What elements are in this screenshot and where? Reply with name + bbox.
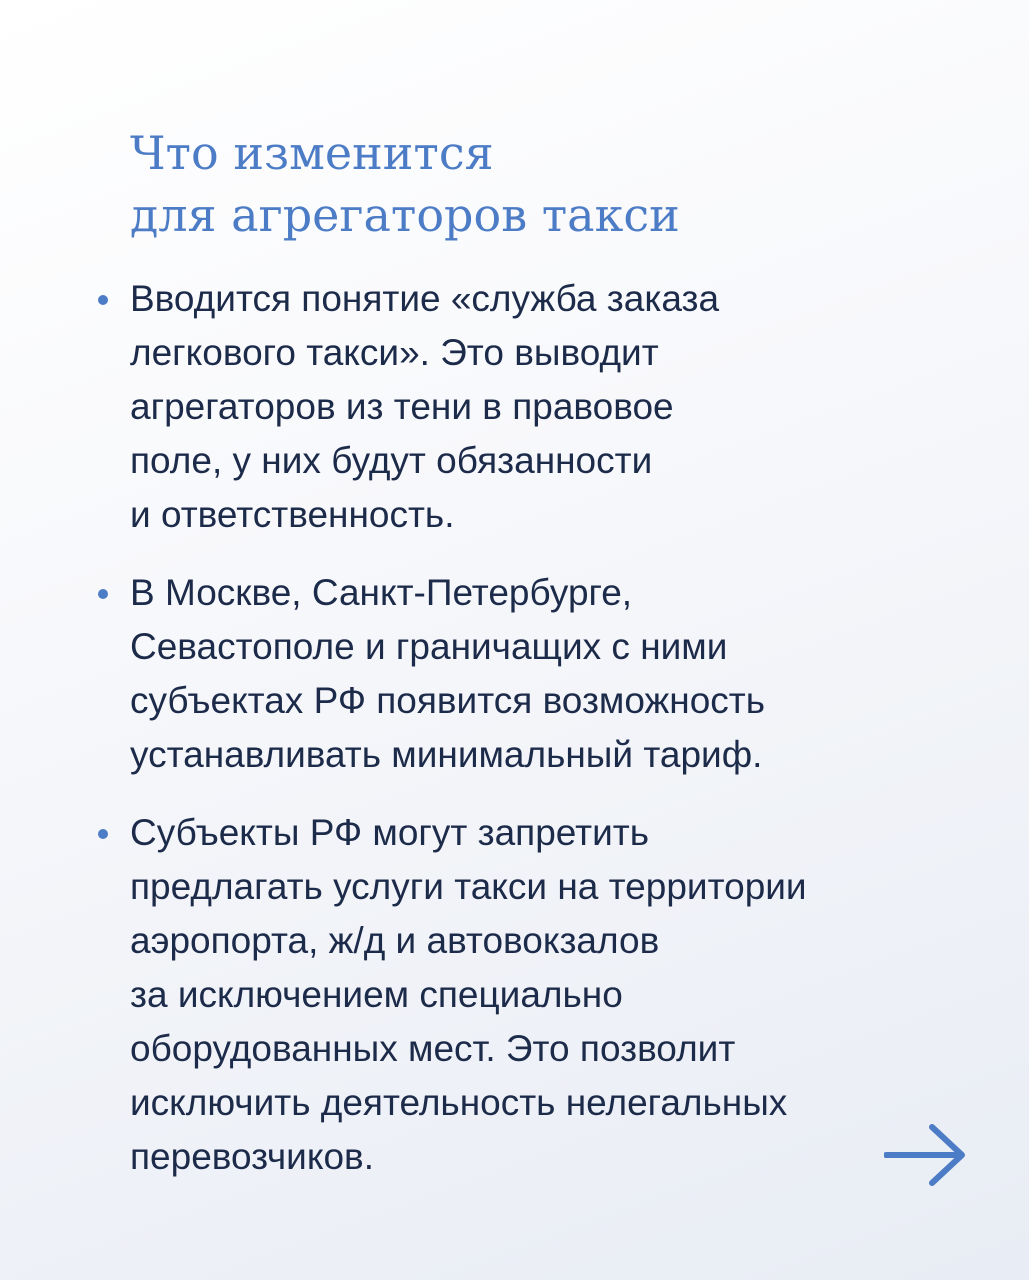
arrow-right-icon[interactable] [884, 1123, 968, 1187]
bullet-text-line: В Москве, Санкт-Петербурге, [130, 572, 633, 613]
bullet-text-line: и ответственность. [130, 494, 455, 535]
bullet-text-line: поле, у них будут обязанности [130, 440, 653, 481]
bullet-dot-icon [98, 295, 108, 305]
bullet-text-line: легкового такси». Это выводит [130, 332, 659, 373]
bullet-text-line: оборудованных мест. Это позволит [130, 1028, 736, 1069]
title-line-1: Что изменится [130, 126, 494, 180]
bullet-text-line: устанавливать минимальный тариф. [130, 734, 763, 775]
bullet-text-line: аэропорта, ж/д и автовокзалов [130, 920, 660, 961]
bullet-dot-icon [98, 589, 108, 599]
bullet-text-line: предлагать услуги такси на территории [130, 866, 807, 907]
bullet-item [130, 566, 990, 782]
bullet-item [130, 806, 990, 1184]
bullet-text-line: Вводится понятие «служба заказа [130, 278, 720, 319]
bullet-dot-icon [98, 829, 108, 839]
bullet-text-line: исключить деятельность нелегальных [130, 1082, 788, 1123]
bullet-text-line: Севастополе и граничащих с ними [130, 626, 728, 667]
bullet-text-line: за исключением специально [130, 974, 623, 1015]
bullet-text-line: перевозчиков. [130, 1136, 374, 1177]
bullet-text-line: Субъекты РФ могут запретить [130, 812, 649, 853]
title-line-2: для агрегаторов такси [130, 188, 680, 242]
page-title [130, 122, 680, 246]
bullet-text-line: субъектах РФ появится возможность [130, 680, 766, 721]
bullet-text-line: агрегаторов из тени в правовое [130, 386, 674, 427]
bullet-item [130, 272, 990, 542]
bullet-list [130, 272, 990, 1208]
